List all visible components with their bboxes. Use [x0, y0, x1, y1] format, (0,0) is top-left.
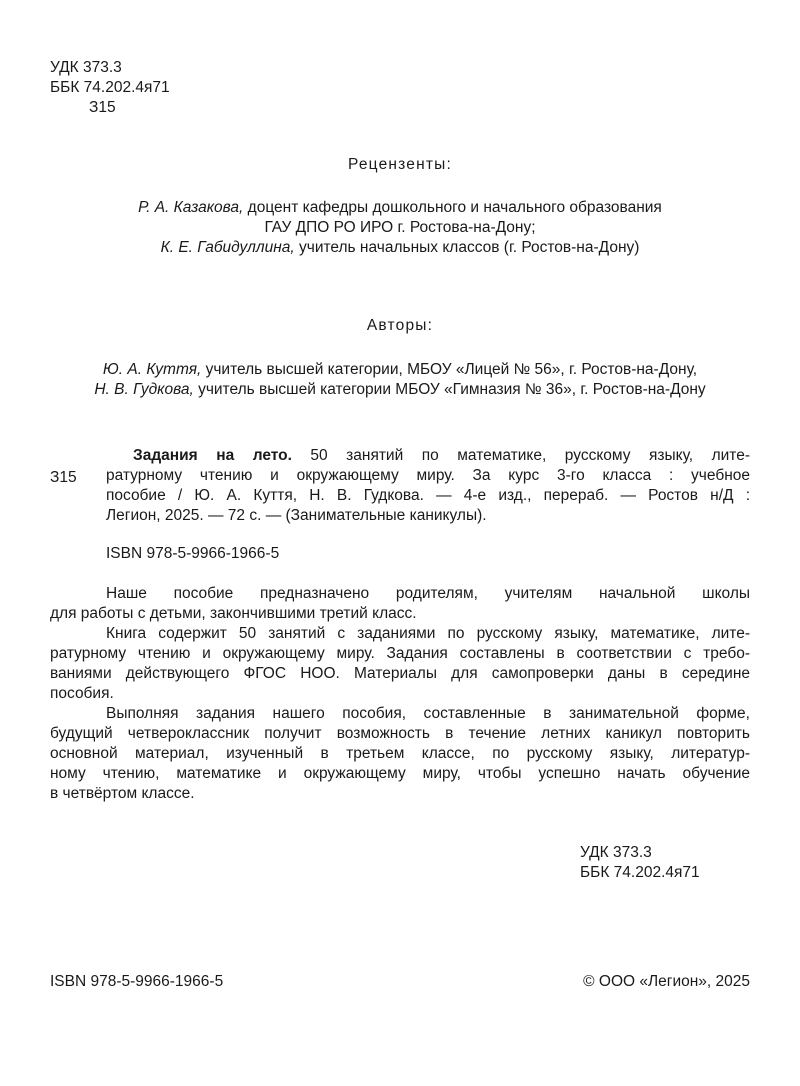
author-name-1: Ю. А. Куття, [102, 361, 202, 378]
reviewer-line-1 [0, 198, 800, 218]
author-line-1 [0, 360, 800, 380]
udk-code-bottom: УДК 373.3 [580, 844, 652, 861]
author-mark-top: З15 [89, 99, 116, 116]
biblio-line-1-rest: 50 занятий по математике, русскому языку, лите- [291, 447, 750, 464]
annotation-p3-line-4: ному чтению, математике и окружающему миру, чтобы успешно начать обучение [50, 765, 750, 782]
annotation-p1-line-2: для работы с детьми, закончившими третий класс. [50, 605, 417, 622]
bbk-code-bottom: ББК 74.202.4я71 [580, 864, 700, 881]
bbk-code-top: ББК 74.202.4я71 [50, 79, 170, 96]
copyright: © ООО «Легион», 2025 [583, 973, 750, 990]
biblio-line-4: Легион, 2025. — 72 с. — (Занимательные каникулы). [106, 507, 487, 524]
reviewer-desc-2: учитель начальных классов (г. Ростов-на-Дону) [294, 239, 640, 256]
annotation-p2-line-3: ваниями действующего ФГОС НОО. Материалы для самопроверки даны в середине [50, 665, 750, 682]
annotation-p3-line-3: основной материал, изученный в третьем классе, по русскому языку, литератур- [50, 745, 750, 762]
author-desc-1: учитель высшей категории, МБОУ «Лицей № 56», г. Ростов-на-Дону, [201, 361, 698, 378]
reviewer-line-2: ГАУ ДПО РО ИРО г. Ростова-на-Дону; [264, 219, 536, 236]
reviewer-name-2: К. Е. Габидуллина, [160, 239, 295, 256]
reviewer-desc-1: доцент кафедры дошкольного и начального образования [243, 199, 662, 216]
author-name-2: Н. В. Гудкова, [94, 381, 194, 398]
annotation-p1-line-1: Наше пособие предназначено родителям, учителям начальной школы [106, 585, 750, 602]
annotation-p3-line-2: будущий четвероклассник получит возможность в течение летних каникул повторить [50, 725, 750, 742]
annotation-p2-line-2: ратурному чтению и окружающему миру. Задания составлены в соответствии с требо- [50, 645, 750, 662]
biblio-line-2: ратурному чтению и окружающему миру. За курс 3-го класса : учебное [106, 467, 750, 484]
udk-code-top: УДК 373.3 [50, 59, 122, 76]
reviewers-heading: Рецензенты: [347, 156, 453, 173]
reviewer-name-1: Р. А. Казакова, [138, 199, 244, 216]
author-desc-2: учитель высшей категории МБОУ «Гимназия № 36», г. Ростов-на-Дону [193, 381, 706, 398]
isbn-footer: ISBN 978-5-9966-1966-5 [50, 973, 224, 990]
book-title: Задания на лето. [133, 447, 292, 464]
author-mark-side: З15 [50, 469, 77, 486]
biblio-line-3: пособие / Ю. А. Куття, Н. В. Гудкова. — 4-е изд., перераб. — Ростов н/Д : [106, 487, 750, 504]
authors-heading: Авторы: [366, 317, 434, 334]
annotation-p2-line-1: Книга содержит 50 занятий с заданиями по русскому языку, математике, лите- [106, 625, 750, 642]
biblio-line-1 [133, 446, 750, 466]
reviewer-line-3 [0, 238, 800, 258]
isbn-biblio: ISBN 978-5-9966-1966-5 [106, 545, 280, 562]
annotation-p2-line-4: пособия. [50, 685, 114, 702]
author-line-2 [0, 380, 800, 400]
annotation-p3-line-1: Выполняя задания нашего пособия, составленные в занимательной форме, [106, 705, 750, 722]
annotation-p3-line-5: в четвёртом классе. [50, 785, 195, 802]
